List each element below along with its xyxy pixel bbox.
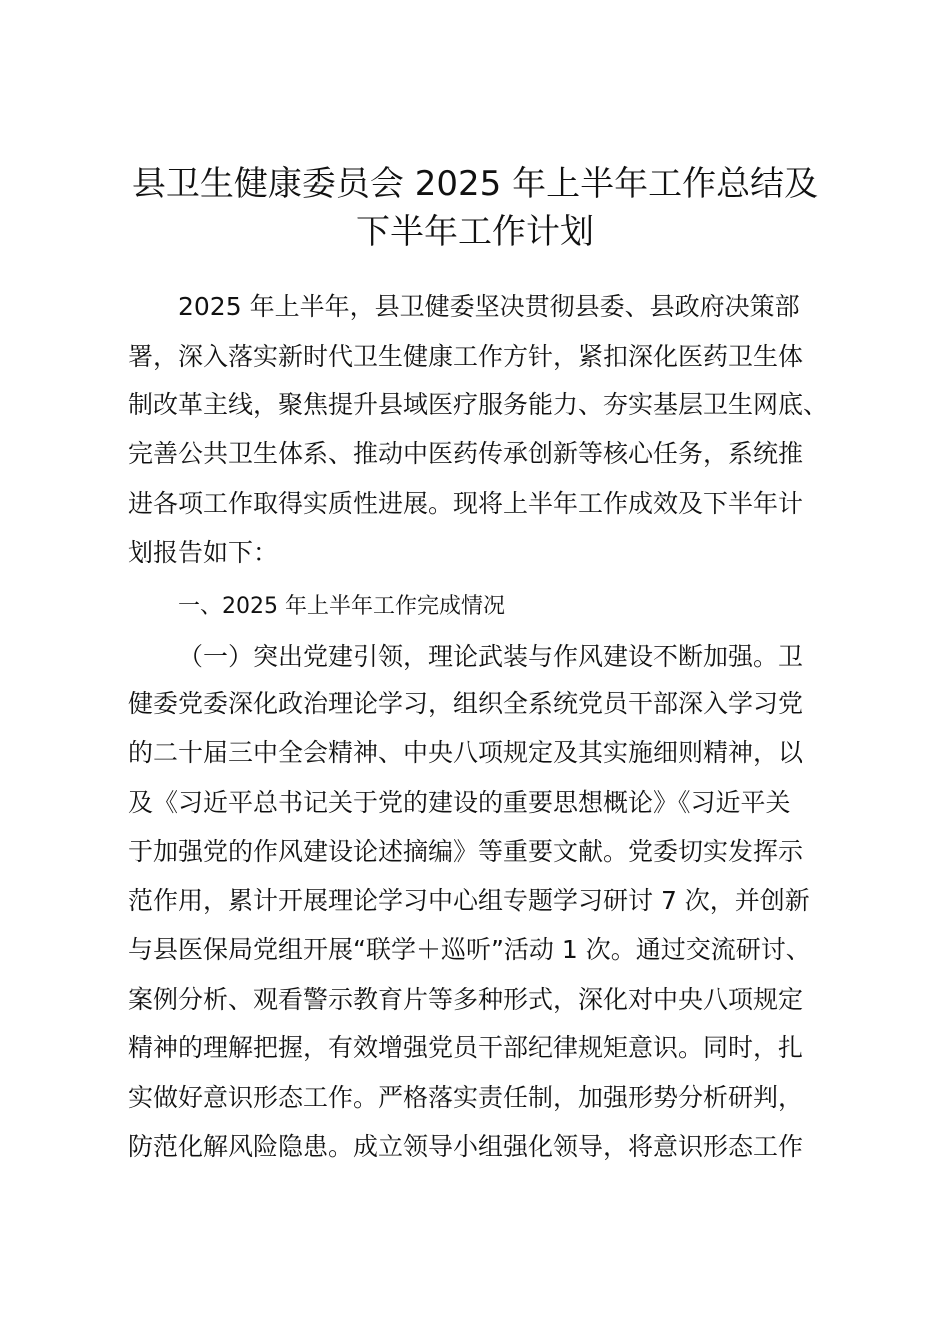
body-line: 及《习近平总书记关于党的建设的重要思想概论》《习近平关 (128, 788, 791, 817)
body-line: 健委党委深化政治理论学习，组织全系统党员干部深入学习党 (128, 689, 804, 718)
body-line: 与县医保局党组开展“联学＋巡听”活动 1 次。通过交流研讨、 (128, 935, 811, 964)
intro-line: 划报告如下： (128, 538, 279, 567)
document-title-line-2: 下半年工作计划 (356, 212, 594, 252)
intro-line: 进各项工作取得实质性进展。现将上半年工作成效及下半年计 (128, 489, 804, 518)
intro-line: 制改革主线，聚焦提升县域医疗服务能力、夯实基层卫生网底、 (128, 390, 829, 419)
intro-line: 2025 年上半年，县卫健委坚决贯彻县委、县政府决策部 (178, 292, 800, 321)
body-line: （一）突出党建引领，理论武装与作风建设不断加强。卫 (178, 642, 804, 671)
intro-line: 完善公共卫生体系、推动中医药传承创新等核心任务，系统推 (128, 439, 804, 468)
body-line: 案例分析、观看警示教育片等多种形式，深化对中央八项规定 (128, 985, 804, 1014)
body-line: 范作用，累计开展理论学习中心组专题学习研讨 7 次，并创新 (128, 886, 810, 915)
body-line: 实做好意识形态工作。严格落实责任制，加强形势分析研判， (128, 1083, 804, 1112)
body-line: 精神的理解把握，有效增强党员干部纪律规矩意识。同时，扎 (128, 1033, 804, 1062)
section-heading: 一、2025 年上半年工作完成情况 (178, 594, 505, 619)
body-line: 于加强党的作风建设论述摘编》等重要文献。党委切实发挥示 (128, 837, 804, 866)
document-title-line-1: 县卫生健康委员会 2025 年上半年工作总结及 (131, 164, 819, 204)
body-line: 的二十届三中全会精神、中央八项规定及其实施细则精神，以 (128, 738, 804, 767)
intro-line: 署，深入落实新时代卫生健康工作方针，紧扣深化医药卫生体 (128, 342, 804, 371)
body-line: 防范化解风险隐患。成立领导小组强化领导，将意识形态工作 (128, 1132, 804, 1161)
